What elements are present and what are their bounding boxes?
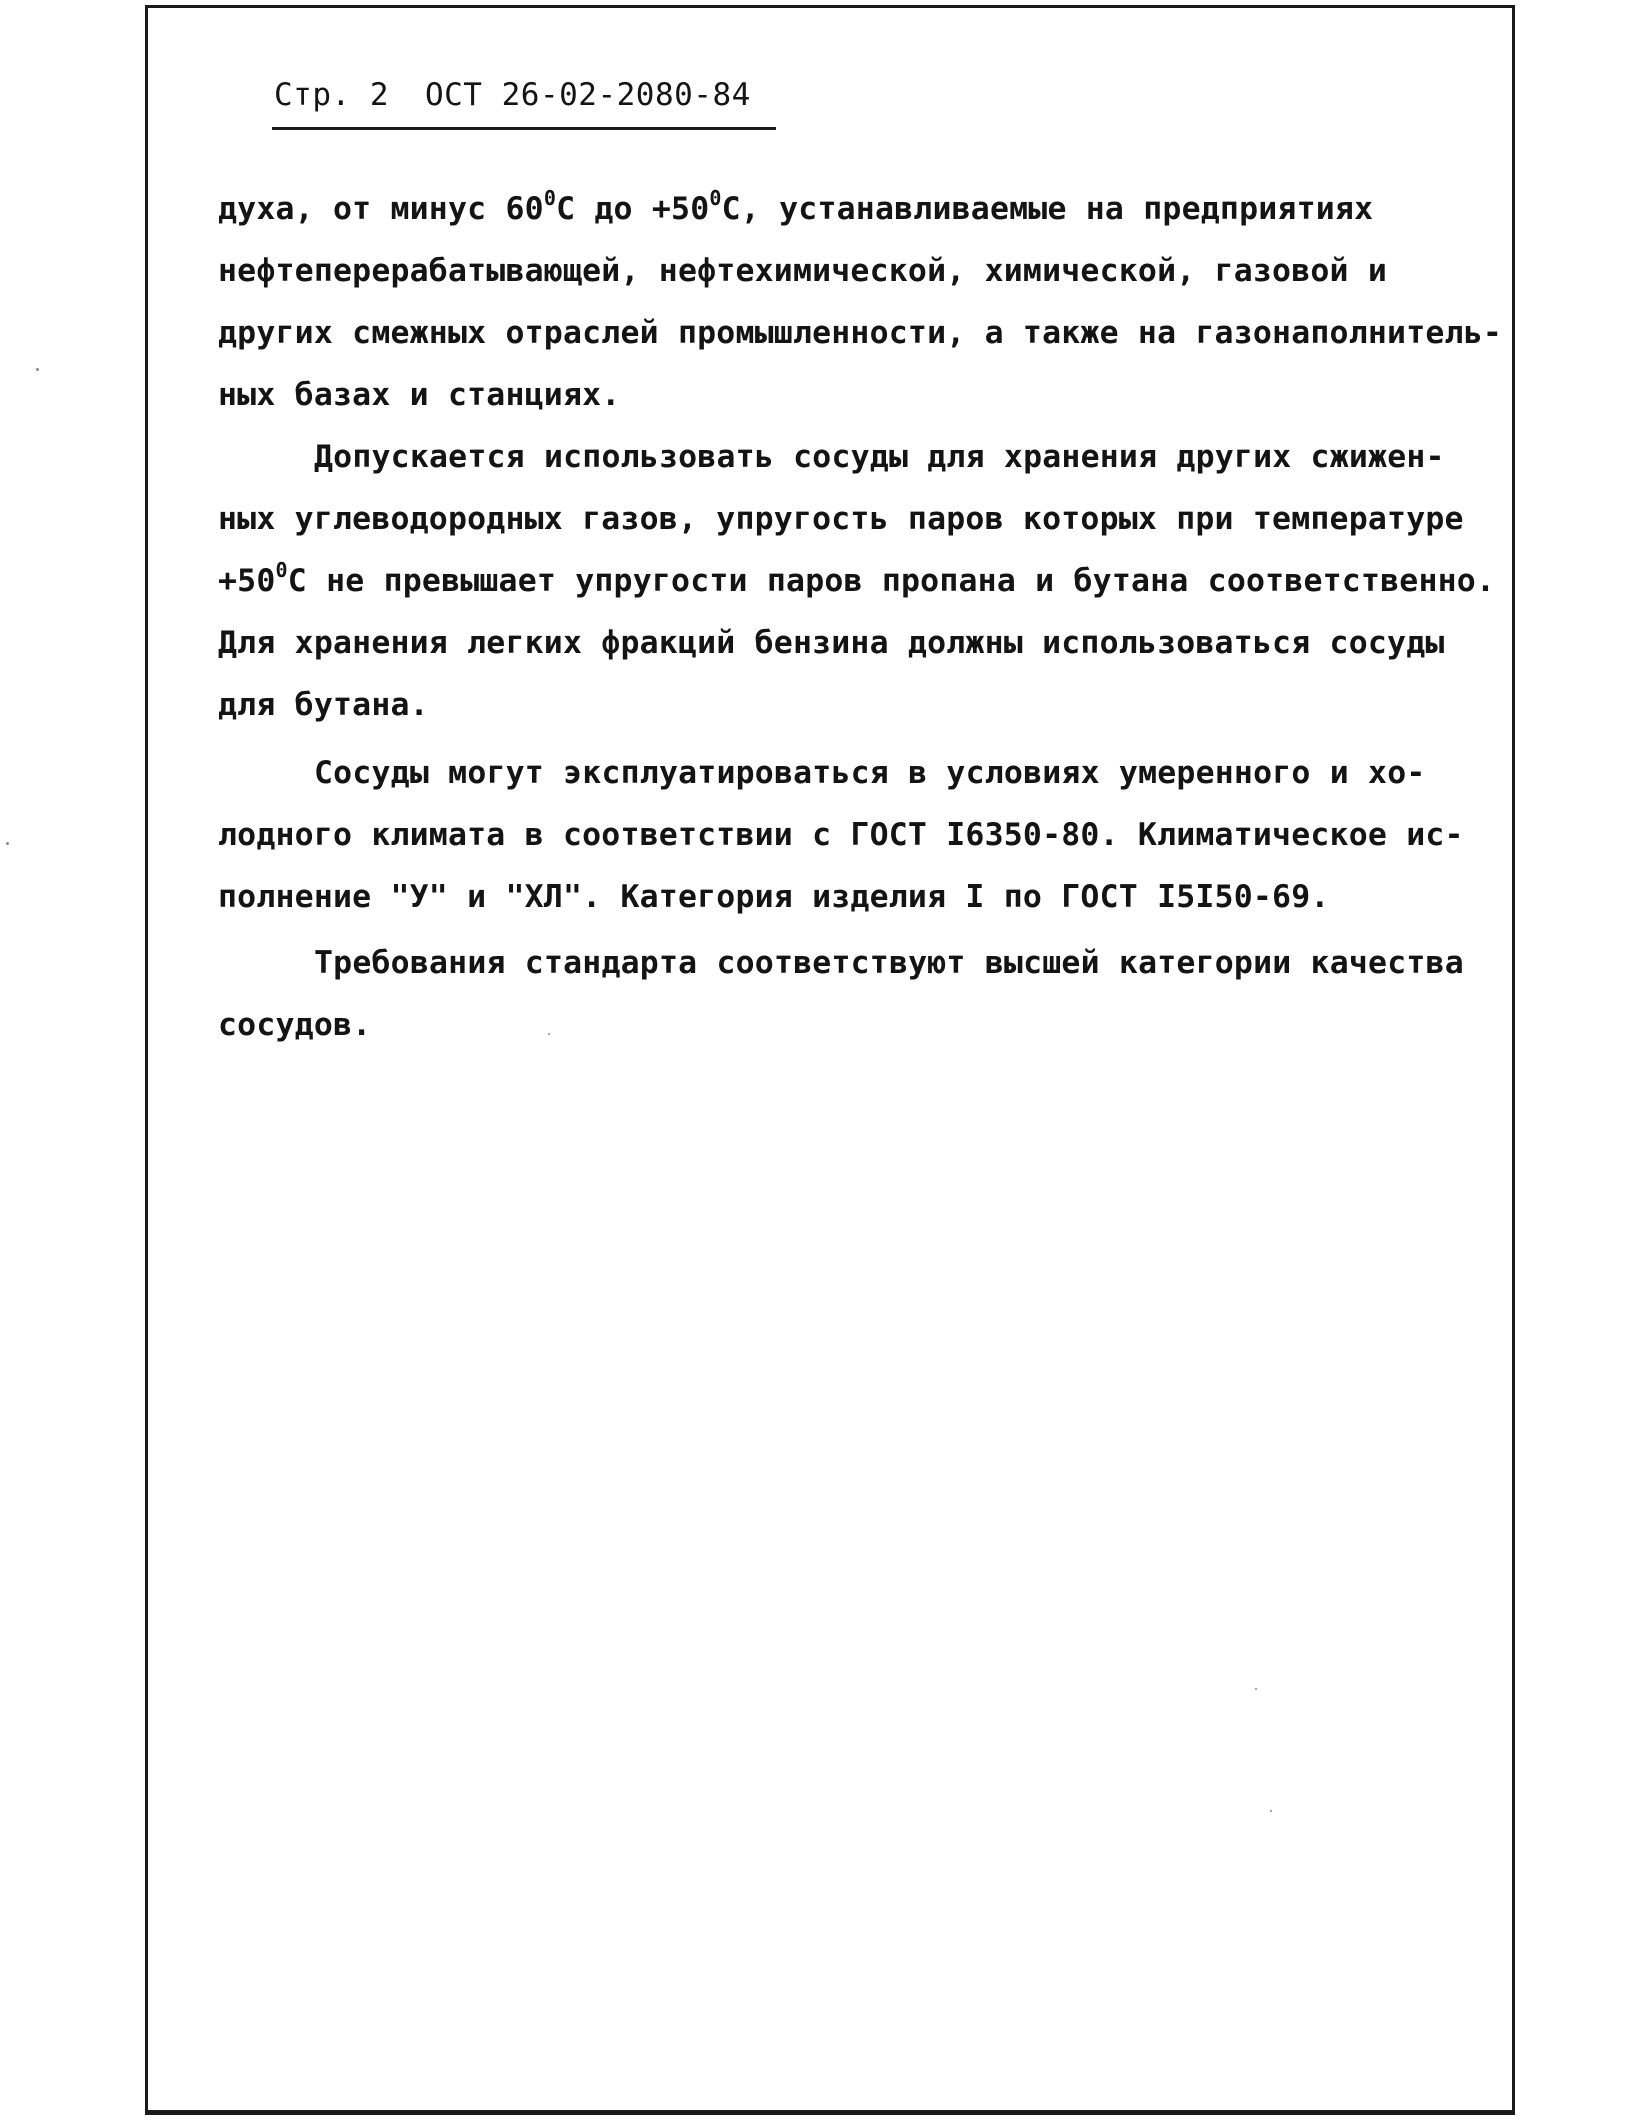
text-line-13: Требования стандарта соответствуют высшей категории качества [314,945,1464,981]
text-line-11: лодного климата в соответствии с ГОСТ I6350-80. Климатическое ис- [218,817,1464,853]
scan-speck [6,842,9,845]
text-line-4: ных базах и станциях. [218,377,621,413]
text-line-5: Допускается использовать сосуды для хранения других сжижен- [314,439,1445,475]
page-number-label: Стр. 2 [274,77,389,113]
scan-speck [548,1033,550,1035]
text-line-1: духа, от минус $60^0С$ до $+50^0С$, устанавливаемые на предприятиях [218,186,1374,227]
page-header [274,72,751,118]
text-line-8: Для хранения легких фракций бензина должны использоваться сосуды [218,625,1445,661]
scan-speck [36,368,39,371]
text-line-6: ных углеводородных газов, упругость паров которых при температуре [218,501,1464,537]
document-code: ОСТ 26-02-2080-84 [424,77,751,113]
header-underline [272,127,776,130]
text-line-12: полнение "У" и "ХЛ". Категория изделия I по ГОСТ I5I50-69. [218,879,1330,915]
text-line-10: Сосуды могут эксплуатироваться в условиях умеренного и хо- [314,755,1426,791]
scan-speck [1270,1810,1272,1812]
text-line-7: $+50^0С$ не превышает упругости паров пропана и бутана соответственно. [218,558,1496,599]
text-line-2: нефтеперерабатывающей, нефтехимической, химической, газовой и [218,253,1388,289]
text-line-9: для бутана. [218,687,429,723]
text-line-14: сосудов. [218,1007,372,1043]
text-line-3: других смежных отраслей промышленности, а также на газонаполнитель- [218,315,1503,351]
scan-speck [1255,1688,1257,1690]
